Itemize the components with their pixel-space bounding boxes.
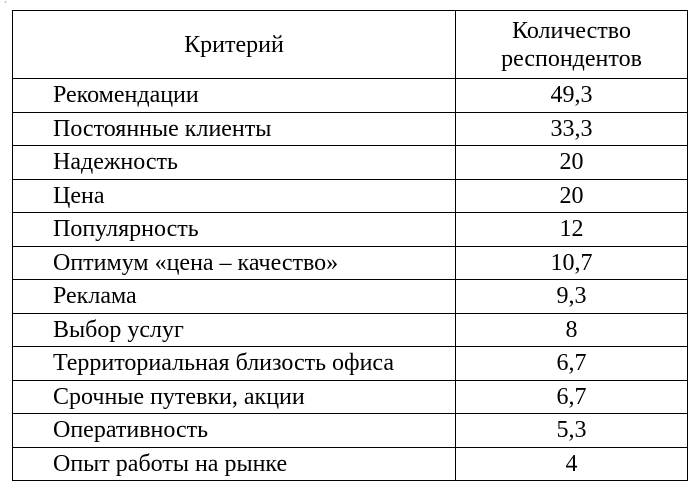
header-respondent-count [456, 11, 688, 79]
value-cell: 9,3 [456, 280, 688, 314]
value-cell: 6,7 [456, 380, 688, 414]
criterion-cell: Оперативность [13, 414, 456, 448]
criterion-cell: Срочные путевки, акции [13, 380, 456, 414]
value-cell: 6,7 [456, 347, 688, 381]
value-cell: 20 [456, 146, 688, 180]
value-cell: 10,7 [456, 246, 688, 280]
value-cell: 8 [456, 313, 688, 347]
value-cell: 12 [456, 213, 688, 247]
value-cell: 49,3 [456, 79, 688, 113]
criterion-cell: Популярность [13, 213, 456, 247]
criterion-cell: Выбор услуг [13, 313, 456, 347]
table-row [13, 414, 688, 448]
criterion-cell: Постоянные клиенты [13, 112, 456, 146]
header-count-line2: респондентов [501, 45, 642, 72]
criterion-cell: Опыт работы на рынке [13, 447, 456, 481]
header-criterion: Критерий [13, 11, 456, 79]
table-row [13, 146, 688, 180]
table-row [13, 347, 688, 381]
criterion-cell: Реклама [13, 280, 456, 314]
value-cell: 5,3 [456, 414, 688, 448]
corner-mark: ´ [4, 0, 7, 10]
table-row [13, 447, 688, 481]
header-count-line1: Количество [512, 17, 631, 44]
criterion-cell: Территориальная близость офиса [13, 347, 456, 381]
table-row [13, 213, 688, 247]
criterion-cell: Надежность [13, 146, 456, 180]
table-row [13, 280, 688, 314]
value-cell: 20 [456, 179, 688, 213]
value-cell: 33,3 [456, 112, 688, 146]
table-row [13, 380, 688, 414]
criterion-cell: Цена [13, 179, 456, 213]
criteria-table [12, 10, 688, 481]
table-row [13, 313, 688, 347]
table-row [13, 79, 688, 113]
criterion-cell: Оптимум «цена – качество» [13, 246, 456, 280]
table-row [13, 246, 688, 280]
value-cell: 4 [456, 447, 688, 481]
table-row [13, 112, 688, 146]
table-header-row [13, 11, 688, 79]
criterion-cell: Рекомендации [13, 79, 456, 113]
table-row [13, 179, 688, 213]
